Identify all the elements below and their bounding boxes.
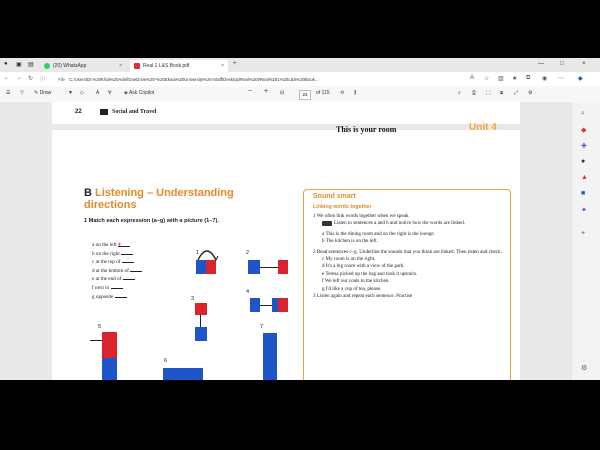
- picture-number: 6: [164, 358, 168, 364]
- instruction-line: Listen to sentences a and b and notice how the words are linked.: [313, 220, 503, 227]
- erase-icon[interactable]: ◇: [80, 90, 84, 96]
- add-app-icon[interactable]: +: [581, 230, 586, 237]
- draw-label: Draw: [39, 90, 52, 96]
- list-item: g opposite: [92, 293, 142, 302]
- add-text-icon[interactable]: Ɐ: [108, 90, 112, 96]
- save-as-icon[interactable]: ⧈: [500, 90, 504, 96]
- list-item: d at the bottom of: [92, 267, 142, 276]
- url-field[interactable]: [58, 75, 458, 84]
- close-window-button[interactable]: ×: [582, 61, 586, 67]
- section-b-heading: Listening – Understanding directions: [84, 187, 234, 211]
- shopping-icon[interactable]: ◆: [581, 127, 587, 134]
- zoom-in-button[interactable]: +: [264, 88, 269, 95]
- outlook-icon[interactable]: ■: [581, 190, 586, 197]
- games-icon[interactable]: ●: [581, 158, 586, 165]
- unit-badge: Unit 4: [469, 122, 497, 133]
- page-total: of 115: [316, 90, 330, 96]
- example-line: d It's a big room with a view of the park.: [322, 263, 405, 270]
- view-icon[interactable]: ⫼: [354, 90, 357, 96]
- zoom-out-button[interactable]: −: [248, 88, 253, 95]
- task-1-instruction: 1 Match each expression (a–g) with a picture (1–7).: [84, 218, 219, 224]
- split-screen-icon[interactable]: ▥: [498, 76, 504, 82]
- workspaces-icon[interactable]: ▣: [16, 62, 22, 68]
- fit-page-icon[interactable]: ⊟: [280, 90, 285, 96]
- search-icon[interactable]: ⌕: [458, 90, 461, 96]
- example-line: e Teresa picked up the bag and took it upstairs.: [322, 270, 418, 277]
- maximize-button[interactable]: □: [560, 61, 564, 67]
- list-item: a on the left 4: [92, 242, 142, 250]
- ask-copilot-button[interactable]: ◈ Ask Copilot: [124, 90, 155, 96]
- close-tab-icon[interactable]: ×: [119, 63, 122, 69]
- section-letter: B: [84, 187, 92, 199]
- file-label: File: [58, 77, 65, 82]
- edge-sidebar: [571, 102, 600, 380]
- pdf-toolbar: [0, 86, 600, 103]
- tools-icon[interactable]: ✚: [581, 143, 587, 150]
- info-icon[interactable]: ⓘ: [40, 76, 46, 82]
- section-title: Social and Travel: [112, 109, 157, 115]
- profile-avatar[interactable]: ◉: [542, 76, 548, 82]
- tab-label: (20) WhatsApp: [53, 63, 87, 69]
- new-tab-button[interactable]: +: [233, 61, 237, 67]
- page-number: 22: [75, 109, 82, 115]
- screen: [0, 58, 600, 380]
- list-item: f next to: [92, 284, 142, 293]
- section-marker: [100, 109, 108, 115]
- copilot-icon[interactable]: ◆: [578, 76, 583, 82]
- settings-icon[interactable]: ⚙: [528, 90, 533, 96]
- highlight-icon[interactable]: ▼: [68, 90, 73, 96]
- example-line: a This is the dining room and on the right is the lounge.: [322, 230, 435, 237]
- picture-number: 3: [191, 296, 195, 302]
- collections-icon[interactable]: ⧉: [526, 75, 531, 81]
- instruction-line: 2 Read sentences c–g. Underline the sounds that you think are linked. Then listen and check.: [313, 248, 502, 255]
- print-icon[interactable]: ⎙: [472, 90, 477, 96]
- tab-actions-icon[interactable]: ▤: [28, 62, 34, 68]
- minimize-button[interactable]: —: [538, 61, 544, 67]
- ask-copilot-label: Ask Copilot: [128, 90, 155, 96]
- sound-smart-title: Sound smart: [313, 193, 356, 200]
- expand-icon[interactable]: ⤢: [514, 90, 519, 96]
- refresh-button[interactable]: ↻: [28, 76, 34, 82]
- picture-number: 7: [260, 324, 264, 330]
- word-icon[interactable]: ✦: [581, 207, 587, 214]
- picture-number: 5: [98, 324, 102, 330]
- pdf-page-previous: [52, 102, 520, 124]
- instruction-line: 1 We often link words together when we speak.: [313, 213, 410, 219]
- address-bar: [0, 72, 600, 87]
- favorite-icon[interactable]: ☆: [484, 76, 490, 82]
- forward-button[interactable]: →: [16, 75, 22, 81]
- contents-icon[interactable]: ☰: [6, 90, 11, 96]
- close-tab-icon[interactable]: ×: [221, 63, 224, 69]
- save-icon[interactable]: ⬚: [486, 90, 491, 96]
- tab-label: Real 1 L&S Book.pdf: [143, 63, 190, 69]
- list-item: e at the end of: [92, 275, 142, 284]
- text-icon[interactable]: A: [96, 90, 100, 96]
- instruction-line: 3 Listen again and repeat each sentence. Practise: [313, 293, 413, 300]
- picture-number: 4: [246, 289, 250, 295]
- picture-number: 1: [196, 250, 200, 256]
- pdf-page-current: [52, 130, 520, 380]
- filter-icon[interactable]: ▽: [20, 90, 24, 96]
- tab-bar: [0, 58, 600, 72]
- draw-button[interactable]: ✎ Draw: [34, 90, 52, 96]
- back-button[interactable]: ←: [4, 75, 10, 81]
- example-line: f We left our coats in the kitchen.: [322, 278, 390, 285]
- pdf-viewport[interactable]: [0, 102, 572, 380]
- list-item: c at the top of: [92, 258, 142, 267]
- pdf-icon: [134, 63, 140, 69]
- office-icon[interactable]: ▲: [581, 174, 588, 181]
- whatsapp-icon: [44, 63, 50, 69]
- example-line: b The kitchen is on the left.: [322, 238, 378, 245]
- example-line: g I'd like a cup of tea, please.: [322, 285, 382, 292]
- sound-smart-subtitle: Linking words together: [313, 204, 372, 210]
- tab-pdf[interactable]: [130, 60, 228, 72]
- page-number-input[interactable]: 24: [299, 90, 311, 100]
- picture-number: 2: [246, 250, 250, 256]
- favorites-icon[interactable]: ★: [512, 76, 518, 82]
- more-icon[interactable]: ⋯: [558, 76, 564, 82]
- rotate-icon[interactable]: ⟲: [340, 90, 345, 96]
- sidebar-settings-icon[interactable]: ⚙: [581, 365, 588, 372]
- search-icon[interactable]: ⌕: [581, 110, 585, 117]
- example-line: c My room is on the right.: [322, 256, 376, 263]
- page-header: This is your room: [336, 125, 397, 134]
- list-item: b on the right: [92, 250, 142, 259]
- read-aloud-icon[interactable]: A: [470, 75, 475, 81]
- tab-whatsapp[interactable]: [40, 60, 126, 72]
- profile-icon[interactable]: ●: [4, 61, 8, 67]
- url-text: C:/Users/Dr.%20Khal%20Adel/OneDrive%20-%20Ekoia%20University%20-Staff/Desktop/Real%20I/Real%201%20L&S%20Book...: [69, 77, 319, 82]
